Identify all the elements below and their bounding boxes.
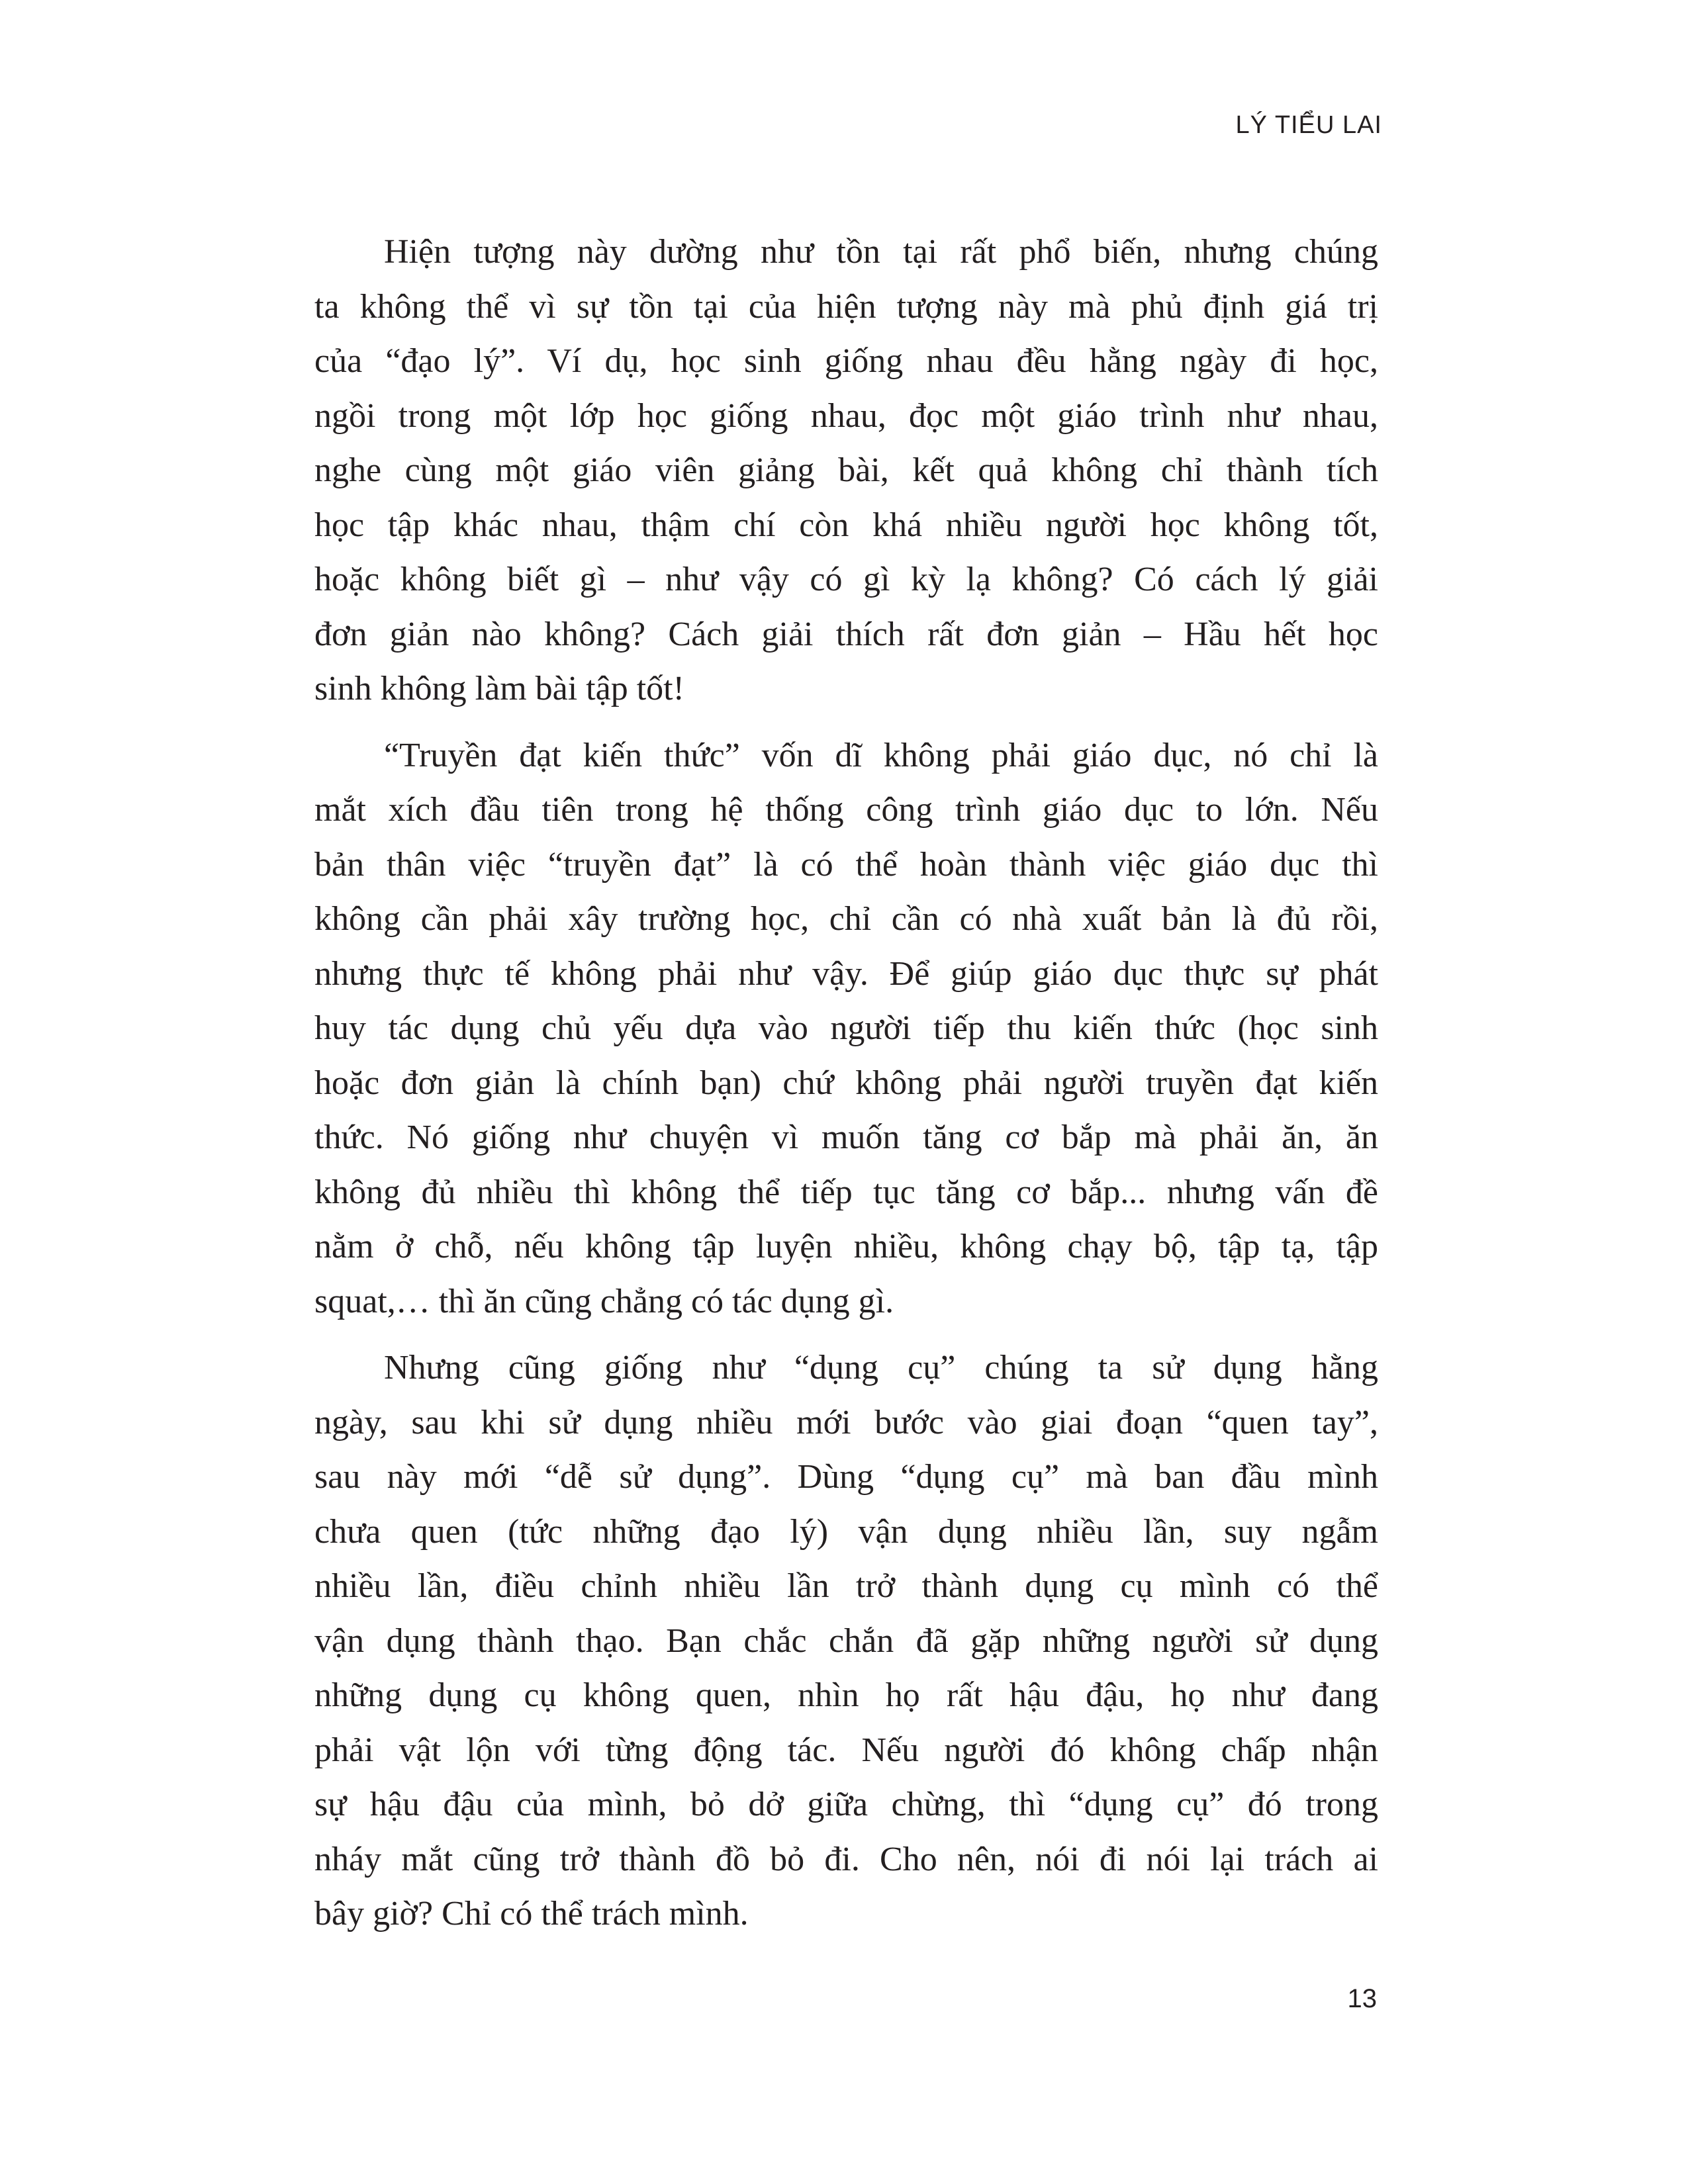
text-line: hoặc đơn giản là chính bạn) chứ không phải người truyền đạt kiến bbox=[314, 1064, 1378, 1102]
text-line: nháy mắt cũng trở thành đồ bỏ đi. Cho nên, nói đi nói lại trách ai bbox=[314, 1840, 1378, 1878]
text-line: ngày, sau khi sử dụng nhiều mới bước vào giai đoạn “quen tay”, bbox=[314, 1403, 1378, 1441]
text-line: chưa quen (tức những đạo lý) vận dụng nhiều lần, suy ngẫm bbox=[314, 1512, 1378, 1551]
text-line: sự hậu đậu của mình, bỏ dở giữa chừng, thì “dụng cụ” đó trong bbox=[314, 1786, 1378, 1823]
text-line: nhiều lần, điều chỉnh nhiều lần trở thành dụng cụ mình có thể bbox=[314, 1567, 1378, 1605]
text-line: hoặc không biết gì – như vậy có gì kỳ lạ không? Có cách lý giải bbox=[314, 561, 1378, 598]
text-line: thức. Nó giống như chuyện vì muốn tăng cơ bắp mà phải ăn, ăn bbox=[314, 1118, 1378, 1156]
text-line: những dụng cụ không quen, nhìn họ rất hậu đậu, họ như đang bbox=[314, 1676, 1378, 1714]
text-line: huy tác dụng chủ yếu dựa vào người tiếp thu kiến thức (học sinh bbox=[314, 1009, 1378, 1047]
text-line: không đủ nhiều thì không thể tiếp tục tăng cơ bắp... nhưng vấn đề bbox=[314, 1173, 1378, 1211]
text-line: đơn giản nào không? Cách giải thích rất đơn giản – Hầu hết học bbox=[314, 615, 1378, 653]
text-line: học tập khác nhau, thậm chí còn khá nhiều người học không tốt, bbox=[314, 506, 1378, 544]
text-line: ngồi trong một lớp học giống nhau, đọc một giáo trình như nhau, bbox=[314, 396, 1378, 435]
paragraph bbox=[314, 729, 1378, 1330]
running-header: LÝ TIỂU LAI bbox=[1235, 111, 1382, 139]
text-line: squat,… thì ăn cũng chẳng có tác dụng gì. bbox=[314, 1282, 894, 1320]
text-line: nằm ở chỗ, nếu không tập luyện nhiều, không chạy bộ, tập tạ, tập bbox=[314, 1228, 1378, 1265]
text-line: ta không thể vì sự tồn tại của hiện tượng này mà phủ định giá trị bbox=[314, 287, 1378, 326]
text-line: vận dụng thành thạo. Bạn chắc chắn đã gặp những người sử dụng bbox=[314, 1621, 1378, 1660]
text-line: bản thân việc “truyền đạt” là có thể hoàn thành việc giáo dục thì bbox=[314, 845, 1378, 884]
text-line: nghe cùng một giáo viên giảng bài, kết quả không chỉ thành tích bbox=[314, 451, 1378, 489]
text-line: của “đạo lý”. Ví dụ, học sinh giống nhau đều hằng ngày đi học, bbox=[314, 342, 1378, 380]
page-number: 13 bbox=[1347, 1984, 1377, 2013]
text-line: nhưng thực tế không phải như vậy. Để giúp giáo dục thực sự phát bbox=[314, 954, 1378, 993]
text-line: Hiện tượng này dường như tồn tại rất phổ biến, nhưng chúng bbox=[384, 233, 1378, 271]
text-line: sinh không làm bài tập tốt! bbox=[314, 670, 684, 707]
body-text bbox=[314, 225, 1378, 1954]
text-line: phải vật lộn với từng động tác. Nếu người đó không chấp nhận bbox=[314, 1731, 1378, 1769]
text-line: không cần phải xây trường học, chỉ cần có nhà xuất bản là đủ rồi, bbox=[314, 900, 1378, 938]
text-line: Nhưng cũng giống như “dụng cụ” chúng ta sử dụng hằng bbox=[384, 1349, 1378, 1387]
paragraph bbox=[314, 225, 1378, 717]
text-line: bây giờ? Chỉ có thể trách mình. bbox=[314, 1895, 749, 1933]
text-line: mắt xích đầu tiên trong hệ thống công trình giáo dục to lớn. Nếu bbox=[314, 791, 1378, 829]
text-line: sau này mới “dễ sử dụng”. Dùng “dụng cụ” mà ban đầu mình bbox=[314, 1458, 1378, 1496]
text-line: “Truyền đạt kiến thức” vốn dĩ không phải giáo dục, nó chỉ là bbox=[384, 736, 1378, 774]
paragraph bbox=[314, 1341, 1378, 1942]
